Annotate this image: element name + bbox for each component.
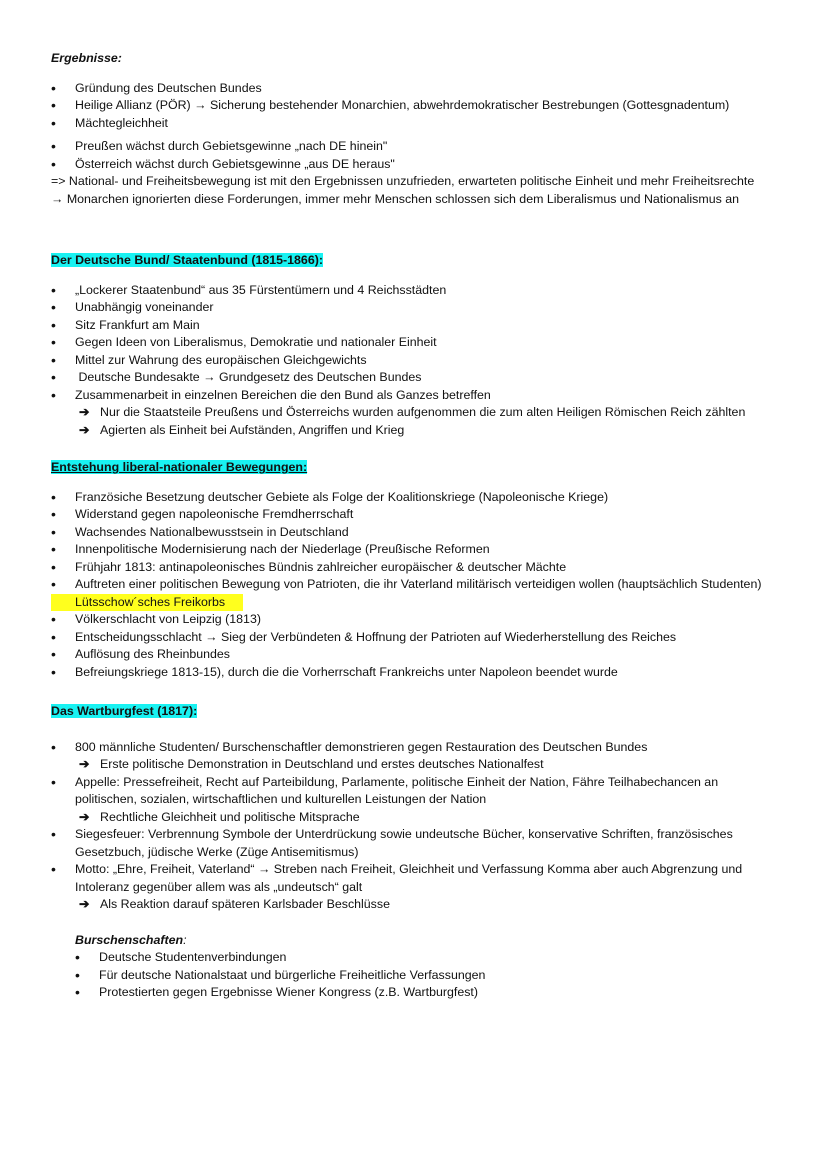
list-item: • Entscheidungsschlacht → Sieg der Verbündeten & Hoffnung der Patrioten auf Wiederherstellung des Reiches (51, 629, 781, 647)
wartburg-list-2 (51, 774, 781, 809)
entstehung-list (51, 489, 781, 682)
ergebnisse-list-1 (51, 80, 781, 133)
list-item: • Sitz Frankfurt am Main (51, 317, 781, 335)
heading-deutscher-bund-wrap (51, 252, 781, 270)
document-page (51, 50, 781, 1002)
highlighted-text: Lütsschow´sches Freikorbs (75, 594, 226, 609)
wartburg-arrow-list-1 (51, 756, 781, 774)
heading-wartburgfest-wrap (51, 703, 781, 721)
list-item: • Auftreten einer politischen Bewegung von Patrioten, die ihr Vaterland militärisch verteidigen wollen (hauptsächlich Studenten) (51, 576, 781, 594)
arrow-right-icon: ➔ (79, 809, 90, 824)
bund-list (51, 282, 781, 405)
list-item: • Frühjahr 1813: antinapoleonisches Bündnis zahlreicher europäischer & deutscher Mächte (51, 559, 781, 577)
arrow-item-text: Erste politische Demonstration in Deutschland und erstes deutsches Nationalfest (100, 757, 544, 771)
list-item: • Wachsendes Nationalbewusstsein in Deutschland (51, 524, 781, 542)
list-item: • Mächtegleichheit (51, 115, 781, 133)
arrow-item-text: Nur die Staatsteile Preußens und Österreichs wurden aufgenommen die zum alten Heiligen Römischen Reich zählten (100, 405, 746, 419)
list-item: • 800 männliche Studenten/ Burschenschaftler demonstrieren gegen Restauration des Deutschen Bundes (51, 739, 781, 757)
list-item: • „Lockerer Staatenbund“ aus 35 Fürstentümern und 4 Reichsstädten (51, 282, 781, 300)
arrow-right-icon: ➔ (79, 897, 90, 911)
wartburg-arrow-list-3 (51, 896, 781, 914)
list-item: • Befreiungskriege 1813-15), durch die die Vorherrschaft Frankreichs unter Napoleon beendet wurde (51, 664, 781, 682)
heading-deutscher-bund: Der Deutsche Bund/ Staatenbund (1815-1866): (51, 253, 323, 267)
arrow-list-item (75, 896, 781, 914)
ergebnisse-list-2 (51, 138, 781, 173)
list-item: • Deutsche Studentenverbindungen (75, 949, 781, 967)
burschenschaften-list (75, 949, 781, 1002)
burschenschaften-block (51, 932, 781, 1002)
list-item: • Preußen wächst durch Gebietsgewinne „nach DE hinein" (51, 138, 781, 156)
list-item: • Unabhängig voneinander (51, 299, 781, 317)
list-item: • Gründung des Deutschen Bundes (51, 80, 781, 98)
arrow-item-text: Rechtliche Gleichheit und politische Mitsprache (100, 809, 360, 824)
burschenschaften-title: Burschenschaften (75, 932, 184, 947)
list-item: • Französiche Besetzung deutscher Gebiete als Folge der Koalitionskriege (Napoleonische Kriege) (51, 489, 781, 507)
list-item-highlighted (51, 594, 781, 612)
bund-arrow-list (51, 404, 781, 439)
list-item: • Für deutsche Nationalstaat und bürgerliche Freiheitliche Verfassungen (75, 967, 781, 985)
wartburg-list-3 (51, 826, 781, 896)
arrow-list-item (75, 422, 781, 440)
arrow-list-item (75, 404, 781, 422)
burschenschaften-colon: : (183, 932, 187, 947)
heading-burschenschaften (75, 932, 781, 950)
list-item: • Zusammenarbeit in einzelnen Bereichen die den Bund als Ganzes betreffen (51, 387, 781, 405)
list-item: • Protestierten gegen Ergebnisse Wiener Kongress (z.B. Wartburgfest) (75, 984, 781, 1002)
wartburg-list (51, 739, 781, 757)
list-item: • Innenpolitische Modernisierung nach der Niederlage (Preußische Reformen (51, 541, 781, 559)
heading-wartburgfest: Das Wartburgfest (1817): (51, 704, 198, 718)
arrow-right-icon: ➔ (79, 757, 90, 771)
arrow-item-text: Agierten als Einheit bei Aufständen, Angriffen und Krieg (100, 422, 405, 437)
arrow-right-icon: ➔ (79, 422, 90, 437)
list-item: • Mittel zur Wahrung des europäischen Gleichgewichts (51, 352, 781, 370)
list-item: • Völkerschlacht von Leipzig (1813) (51, 611, 781, 629)
list-item: • Motto: „Ehre, Freiheit, Vaterland“ → Streben nach Freiheit, Gleichheit und Verfassung Komma aber auch Abgrenzung und Intoleranz gegenüber allem was als „undeutsch“ galt (51, 861, 781, 896)
list-item: • Österreich wächst durch Gebietsgewinne „aus DE heraus" (51, 156, 781, 174)
list-item: • Heilige Allianz (PÖR) → Sicherung bestehender Monarchien, abwehrdemokratischer Bestrebungen (Gottesgnadentum) (51, 97, 781, 115)
heading-entstehung: Entstehung liberal-nationaler Bewegungen: (51, 460, 308, 474)
arrow-right-icon: ➔ (79, 405, 90, 419)
list-item: • Appelle: Pressefreiheit, Recht auf Parteibildung, Parlamente, politische Einheit der Nation, Fähre Teilhabechancen an politischen, sozialen, wirtschaftlichen und kulturellen Leistungen der Nation (51, 774, 781, 809)
arrow-item-text: Als Reaktion darauf späteren Karlsbader Beschlüsse (100, 897, 390, 911)
list-item: • Gegen Ideen von Liberalismus, Demokratie und nationaler Einheit (51, 334, 781, 352)
list-item: • Widerstand gegen napoleonische Fremdherrschaft (51, 506, 781, 524)
list-item: • Auflösung des Rheinbundes (51, 646, 781, 664)
list-item: • Deutsche Bundesakte → Grundgesetz des Deutschen Bundes (51, 369, 781, 387)
heading-entstehung-wrap (51, 459, 781, 477)
heading-ergebnisse: Ergebnisse: (51, 51, 122, 65)
wartburg-arrow-list-2 (51, 809, 781, 827)
ergebnisse-conclusion: => National- und Freiheitsbewegung ist mit den Ergebnissen unzufrieden, erwarteten politische Einheit und mehr Freiheitsrechte (51, 174, 755, 188)
arrow-list-item (75, 809, 781, 827)
arrow-list-item (75, 756, 781, 774)
ergebnisse-consequence: → Monarchen ignorierten diese Forderungen, immer mehr Menschen schlossen sich dem Liberalismus und Nationalismus an (51, 191, 740, 206)
list-item: • Siegesfeuer: Verbrennung Symbole der Unterdrückung sowie undeutsche Bücher, konservative Schriften, französisches Gesetzbuch, jüdische Werke (Züge Antisemitismus) (51, 826, 781, 861)
